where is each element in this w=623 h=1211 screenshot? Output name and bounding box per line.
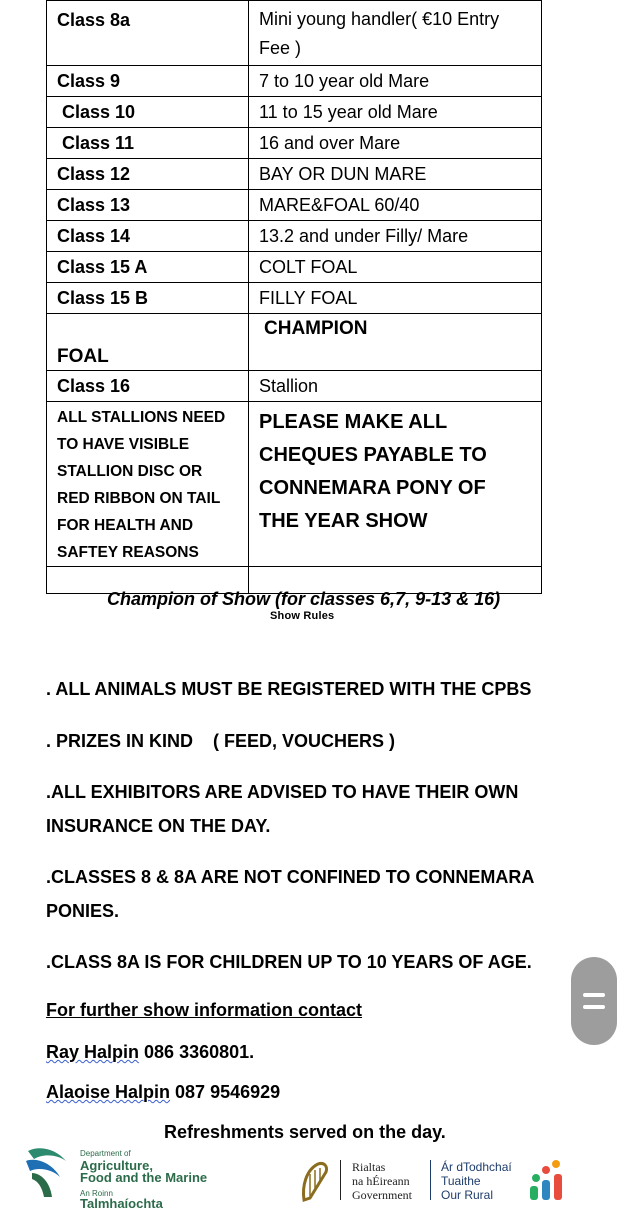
stallion-note-cell: ALL STALLIONS NEED TO HAVE VISIBLE STALLION DISC OR RED RIBBON ON TAIL FOR HEALTH AND SAFTEY REASONS: [47, 402, 249, 567]
table-row-notes: [47, 402, 542, 567]
description-cell: 11 to 15 year old Mare: [249, 97, 542, 128]
table-row: [47, 97, 542, 128]
table-row: [47, 66, 542, 97]
foal-cell: FOAL: [47, 314, 249, 371]
champion-cell: CHAMPION: [249, 314, 542, 371]
scroll-handle[interactable]: [571, 957, 617, 1045]
contact-line-2: [46, 1082, 280, 1103]
description-cell: BAY OR DUN MARE: [249, 159, 542, 190]
contact-name: Alaoise Halpin: [46, 1082, 171, 1102]
rule-item: .CLASSES 8 & 8A ARE NOT CONFINED TO CONNEMARA PONIES.: [46, 867, 534, 921]
handle-bar-icon: [583, 1005, 605, 1009]
rural-line-2: Tuaithe: [441, 1174, 481, 1188]
show-rules-heading: Show Rules: [270, 610, 335, 622]
class-cell: Class 9: [47, 66, 249, 97]
class-cell: Class 11: [47, 128, 249, 159]
contact-line-1: [46, 1042, 254, 1063]
harp-icon: [296, 1160, 332, 1202]
table-row-champion: [47, 314, 542, 371]
rule-item: .ALL EXHIBITORS ARE ADVISED TO HAVE THEIR OWN INSURANCE ON THE DAY.: [46, 782, 519, 836]
description-cell: 13.2 and under Filly/ Mare: [249, 221, 542, 252]
description-cell: COLT FOAL: [249, 252, 542, 283]
rural-line-1: Ár dTodhchaí: [441, 1160, 512, 1174]
champion-of-show-text: Champion of Show (for classes 6,7, 9-13 & 16): [107, 589, 501, 609]
description-cell: 7 to 10 year old Mare: [249, 66, 542, 97]
cheques-note-cell: PLEASE MAKE ALL CHEQUES PAYABLE TO CONNEMARA PONY OF THE YEAR SHOW: [249, 402, 542, 567]
government-logo-block: [296, 1158, 623, 1200]
dept-irish-text: An Roinn: [80, 1189, 113, 1198]
gov-line-2: na hÉireann: [352, 1174, 410, 1188]
class-cell: Class 15 A: [47, 252, 249, 283]
description-cell: Mini young handler( €10 Entry Fee ): [249, 1, 542, 66]
our-rural-future-icon: [516, 1158, 570, 1200]
table-row: [47, 190, 542, 221]
description-cell: 16 and over Mare: [249, 128, 542, 159]
rule-item: . PRIZES IN KIND ( FEED, VOUCHERS ): [46, 731, 396, 751]
table-row: [47, 128, 542, 159]
department-emblem-icon: [22, 1143, 76, 1200]
table-row: [47, 283, 542, 314]
class-cell: Class 10: [47, 97, 249, 128]
contact-phone: 087 9546929: [170, 1082, 281, 1102]
table-row: [47, 252, 542, 283]
class-cell: Class 8a: [47, 1, 249, 66]
class-cell: Class 16: [47, 371, 249, 402]
rule-item: .CLASS 8A IS FOR CHILDREN UP TO 10 YEARS OF AGE.: [46, 952, 532, 972]
dept-irish-name: Talmhaíochta: [80, 1196, 163, 1211]
gov-line-3: Government: [352, 1188, 412, 1202]
table-row: [47, 159, 542, 190]
class-cell: Class 15 B: [47, 283, 249, 314]
divider: [340, 1160, 341, 1200]
department-logo: [22, 1143, 272, 1211]
table-row: [47, 1, 542, 66]
class-cell: Class 13: [47, 190, 249, 221]
class-cell: Class 12: [47, 159, 249, 190]
table-row: [47, 371, 542, 402]
refreshments-text: Refreshments served on the day.: [164, 1122, 446, 1142]
dept-small-text: Department of: [80, 1149, 131, 1158]
dept-name-line1: Agriculture,: [80, 1158, 153, 1173]
class-cell: Class 14: [47, 221, 249, 252]
gov-line-1: Rialtas: [352, 1160, 386, 1174]
handle-bar-icon: [583, 993, 605, 997]
contact-heading: For further show information contact: [46, 1000, 363, 1020]
description-cell: Stallion: [249, 371, 542, 402]
classes-table: [46, 0, 542, 594]
dept-name-line2: Food and the Marine: [80, 1170, 208, 1185]
rural-line-3: Our Rural: [441, 1188, 494, 1202]
table-row: [47, 221, 542, 252]
divider: [430, 1160, 431, 1200]
contact-phone: 086 3360801.: [139, 1042, 255, 1062]
description-cell: MARE&FOAL 60/40: [249, 190, 542, 221]
description-cell: FILLY FOAL: [249, 283, 542, 314]
contact-name: Ray Halpin: [46, 1042, 140, 1062]
rule-item: . ALL ANIMALS MUST BE REGISTERED WITH THE CPBS: [46, 679, 532, 699]
